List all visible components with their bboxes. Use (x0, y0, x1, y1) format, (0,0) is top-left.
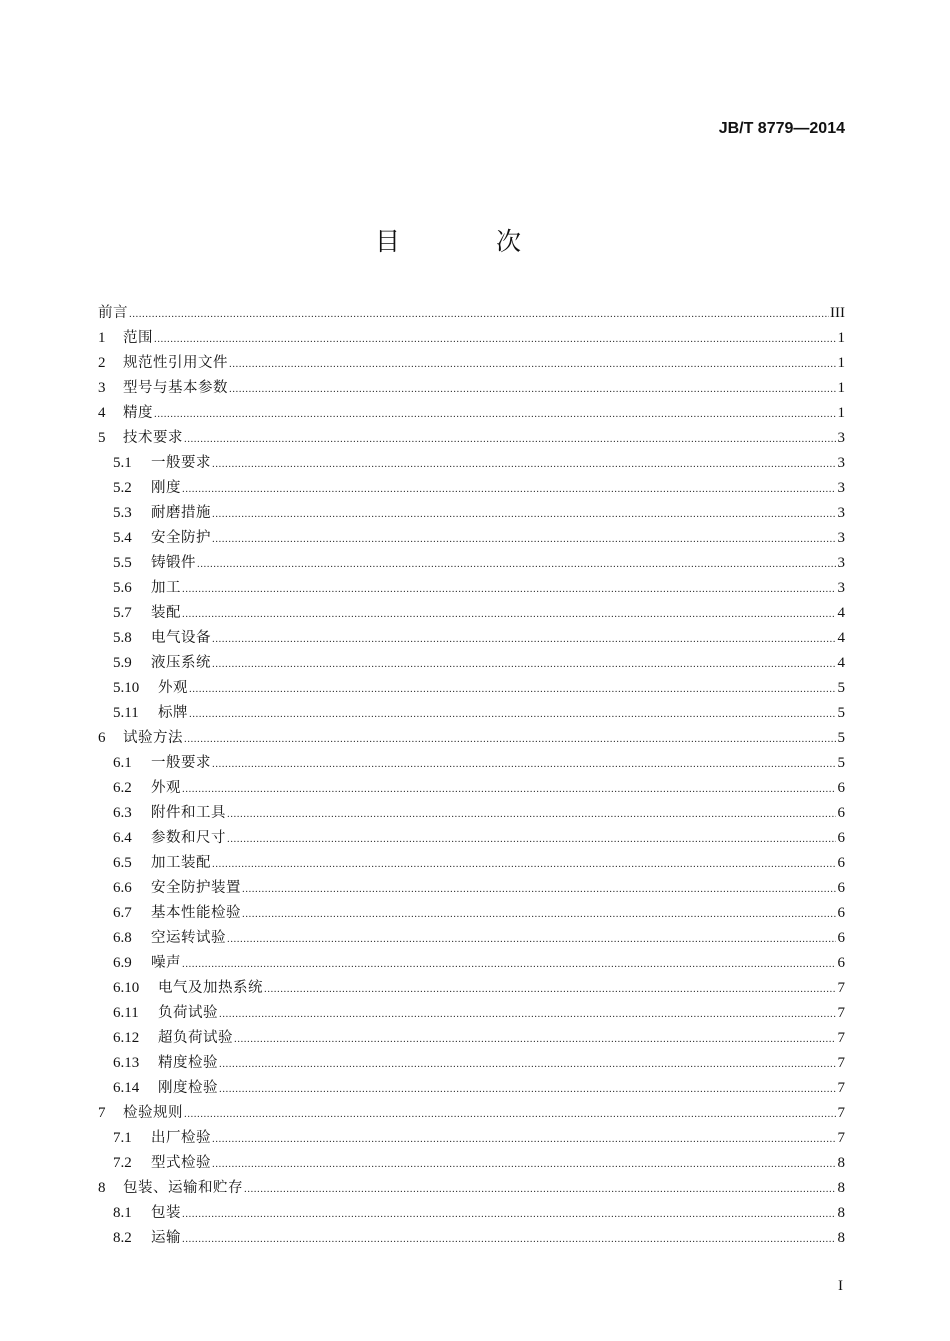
toc-entry[interactable] (98, 1028, 845, 1053)
dot-leader (244, 1179, 836, 1199)
toc-entry-number: 5.6 (113, 580, 132, 596)
toc-entry-number: 3 (98, 380, 106, 396)
toc-entry-label: 前言 (98, 305, 128, 321)
toc-entry-number: 7.2 (113, 1155, 132, 1171)
toc-entry-label: 外观 (158, 680, 188, 696)
toc-entry-label: 包装、运输和贮存 (123, 1180, 243, 1196)
toc-entry[interactable] (98, 478, 845, 503)
toc-entry-page: 7 (837, 1055, 845, 1071)
toc-entry-label: 外观 (151, 780, 181, 796)
toc-entry-number: 6.14 (113, 1080, 140, 1096)
toc-entry-number: 6.7 (113, 905, 132, 921)
toc-entry-page: 3 (837, 580, 845, 596)
toc-entry-label: 液压系统 (151, 655, 211, 671)
toc-entry[interactable] (98, 1003, 845, 1028)
toc-entry[interactable] (98, 403, 845, 428)
toc-entry-page: 6 (837, 905, 845, 921)
toc-entry[interactable] (98, 503, 845, 528)
toc-entry-label: 安全防护 (151, 530, 211, 546)
toc-entry-number: 6.10 (113, 980, 140, 996)
toc-entry-number: 5.2 (113, 480, 132, 496)
toc-entry-page: 6 (837, 955, 845, 971)
toc-entry-page: 5 (837, 730, 845, 746)
toc-entry-number: 7.1 (113, 1130, 132, 1146)
toc-entry[interactable] (98, 528, 845, 553)
toc-entry[interactable] (98, 453, 845, 478)
toc-entry[interactable] (98, 328, 845, 353)
page-number: I (838, 1278, 843, 1294)
toc-entry-number: 6.6 (113, 880, 132, 896)
toc-entry-page: 4 (837, 630, 845, 646)
toc-entry-label: 包装 (151, 1205, 181, 1221)
toc-entry-number: 5.9 (113, 655, 132, 671)
toc-entry[interactable] (98, 628, 845, 653)
dot-leader (212, 629, 836, 649)
toc-entry-label: 一般要求 (151, 755, 211, 771)
toc-entry-label: 规范性引用文件 (123, 355, 228, 371)
toc-entry-label: 空运转试验 (151, 930, 226, 946)
toc-entry[interactable] (98, 1103, 845, 1128)
toc-entry-page: 4 (837, 605, 845, 621)
toc-entry-label: 刚度检验 (158, 1080, 218, 1096)
toc-entry-page: III (830, 305, 845, 321)
toc-entry[interactable] (98, 703, 845, 728)
dot-leader (212, 454, 836, 474)
toc-entry-number: 5 (98, 430, 106, 446)
toc-entry-page: 7 (837, 1005, 845, 1021)
toc-entry[interactable] (98, 653, 845, 678)
toc-entry[interactable] (98, 553, 845, 578)
dot-leader (212, 504, 836, 524)
dot-leader (219, 1004, 836, 1024)
toc-entry-label: 范围 (123, 330, 153, 346)
toc-entry-number: 6.9 (113, 955, 132, 971)
toc-entry-page: 3 (837, 455, 845, 471)
toc-entry-number: 6.5 (113, 855, 132, 871)
toc-entry[interactable] (98, 1178, 845, 1203)
toc-entry-page: 6 (837, 830, 845, 846)
toc-entry-page: 1 (837, 380, 845, 396)
toc-entry-page: 3 (837, 480, 845, 496)
toc-entry-page: 8 (837, 1230, 845, 1246)
toc-entry-number: 8 (98, 1180, 106, 1196)
toc-entry-page: 1 (837, 330, 845, 346)
toc-entry[interactable] (98, 1128, 845, 1153)
dot-leader (264, 979, 836, 999)
toc-entry-page: 1 (837, 355, 845, 371)
toc-entry-number: 6.13 (113, 1055, 140, 1071)
toc-entry[interactable] (98, 303, 845, 328)
toc-entry-number: 4 (98, 405, 106, 421)
toc-entry-page: 7 (837, 1080, 845, 1096)
toc-entry-page: 5 (837, 755, 845, 771)
dot-leader (219, 1054, 836, 1074)
toc-entry[interactable] (98, 1203, 845, 1228)
toc-entry[interactable] (98, 753, 845, 778)
dot-leader (212, 1129, 836, 1149)
toc-entry-page: 3 (837, 530, 845, 546)
toc-entry-label: 检验规则 (123, 1105, 183, 1121)
toc-entry-number: 6.2 (113, 780, 132, 796)
dot-leader (189, 704, 836, 724)
toc-entry[interactable] (98, 1153, 845, 1178)
toc-entry-page: 7 (837, 980, 845, 996)
toc-entry-label: 电气设备 (151, 630, 211, 646)
dot-leader (184, 429, 836, 449)
toc-entry-label: 标牌 (158, 705, 188, 721)
toc-entry-page: 7 (837, 1130, 845, 1146)
toc-entry-page: 8 (837, 1205, 845, 1221)
toc-entry-number: 6 (98, 730, 106, 746)
toc-entry[interactable] (98, 978, 845, 1003)
toc-entry-label: 试验方法 (123, 730, 183, 746)
dot-leader (182, 579, 836, 599)
dot-leader (182, 954, 836, 974)
dot-leader (234, 1029, 836, 1049)
toc-entry-number: 5.10 (113, 680, 140, 696)
dot-leader (189, 679, 836, 699)
toc-entry-number: 5.4 (113, 530, 132, 546)
dot-leader (212, 1154, 836, 1174)
dot-leader (182, 604, 836, 624)
toc-entry-page: 7 (837, 1030, 845, 1046)
dot-leader (197, 554, 836, 574)
toc-entry-label: 负荷试验 (158, 1005, 218, 1021)
toc-entry-page: 3 (837, 430, 845, 446)
toc-entry[interactable] (98, 1078, 845, 1103)
toc-entry[interactable] (98, 353, 845, 378)
standard-number: JB/T 8779—2014 (718, 120, 845, 137)
dot-leader (184, 1104, 836, 1124)
toc-entry-label: 超负荷试验 (158, 1030, 233, 1046)
toc-entry-label: 刚度 (151, 480, 181, 496)
toc-entry-number: 5.5 (113, 555, 132, 571)
toc-entry-page: 6 (837, 780, 845, 796)
toc-entry-number: 7 (98, 1105, 106, 1121)
toc-entry[interactable] (98, 378, 845, 403)
toc-entry[interactable] (98, 928, 845, 953)
toc-entry[interactable] (98, 1053, 845, 1078)
page-title: 目 次 (375, 227, 565, 256)
toc-entry-label: 加工 (151, 580, 181, 596)
toc-entry-label: 型号与基本参数 (123, 380, 228, 396)
toc-entry-number: 5.11 (113, 705, 139, 721)
toc-entry[interactable] (98, 803, 845, 828)
dot-leader (212, 654, 836, 674)
toc-entry-label: 装配 (151, 605, 181, 621)
toc-entry[interactable] (98, 878, 845, 903)
dot-leader (129, 304, 829, 324)
dot-leader (182, 779, 836, 799)
toc-entry-number: 6.8 (113, 930, 132, 946)
toc-entry-number: 6.4 (113, 830, 132, 846)
toc-entry-number: 8.1 (113, 1205, 132, 1221)
toc-entry-page: 4 (837, 655, 845, 671)
toc-entry-number: 8.2 (113, 1230, 132, 1246)
toc-entry-label: 出厂检验 (151, 1130, 211, 1146)
toc-entry-label: 精度 (123, 405, 153, 421)
toc-entry-page: 3 (837, 555, 845, 571)
toc-entry-page: 6 (837, 930, 845, 946)
toc-entry-page: 5 (837, 680, 845, 696)
dot-leader (154, 329, 836, 349)
toc-entry[interactable] (98, 1228, 845, 1253)
toc-entry-page: 1 (837, 405, 845, 421)
toc-entry-number: 5.3 (113, 505, 132, 521)
toc-entry-label: 运输 (151, 1230, 181, 1246)
toc-entry-label: 基本性能检验 (151, 905, 241, 921)
toc-entry-page: 6 (837, 880, 845, 896)
dot-leader (154, 404, 836, 424)
toc-entry-label: 加工装配 (151, 855, 211, 871)
dot-leader (182, 1204, 836, 1224)
toc-entry[interactable] (98, 728, 845, 753)
dot-leader (219, 1079, 836, 1099)
dot-leader (229, 354, 836, 374)
dot-leader (184, 729, 836, 749)
toc-entry-label: 技术要求 (123, 430, 183, 446)
dot-leader (212, 854, 836, 874)
toc-entry-page: 3 (837, 505, 845, 521)
dot-leader (212, 529, 836, 549)
toc-entry-page: 6 (837, 855, 845, 871)
toc-entry-number: 2 (98, 355, 106, 371)
dot-leader (182, 1229, 836, 1249)
toc-entry-number: 6.1 (113, 755, 132, 771)
toc-entry[interactable] (98, 778, 845, 803)
table-of-contents (98, 303, 845, 1253)
toc-entry-label: 精度检验 (158, 1055, 218, 1071)
dot-leader (182, 479, 836, 499)
toc-entry-page: 5 (837, 705, 845, 721)
toc-entry[interactable] (98, 853, 845, 878)
dot-leader (227, 804, 836, 824)
toc-entry-label: 参数和尺寸 (151, 830, 226, 846)
toc-entry-number: 1 (98, 330, 106, 346)
toc-entry-label: 一般要求 (151, 455, 211, 471)
toc-entry-label: 铸锻件 (151, 555, 196, 571)
toc-entry-number: 6.3 (113, 805, 132, 821)
toc-entry-number: 5.8 (113, 630, 132, 646)
toc-entry-number: 6.11 (113, 1005, 139, 1021)
toc-entry-page: 7 (837, 1105, 845, 1121)
dot-leader (212, 754, 836, 774)
toc-entry-number: 5.1 (113, 455, 132, 471)
toc-entry-label: 型式检验 (151, 1155, 211, 1171)
dot-leader (242, 904, 836, 924)
toc-entry-label: 安全防护装置 (151, 880, 241, 896)
toc-entry[interactable] (98, 828, 845, 853)
toc-entry-page: 8 (837, 1155, 845, 1171)
toc-entry-label: 耐磨措施 (151, 505, 211, 521)
toc-entry-label: 附件和工具 (151, 805, 226, 821)
toc-entry-page: 6 (837, 805, 845, 821)
toc-entry[interactable] (98, 953, 845, 978)
toc-entry[interactable] (98, 678, 845, 703)
dot-leader (227, 829, 836, 849)
dot-leader (227, 929, 836, 949)
toc-entry-page: 8 (837, 1180, 845, 1196)
dot-leader (229, 379, 836, 399)
toc-entry[interactable] (98, 578, 845, 603)
toc-entry-number: 5.7 (113, 605, 132, 621)
toc-entry-label: 电气及加热系统 (158, 980, 263, 996)
toc-entry-label: 噪声 (151, 955, 181, 971)
toc-entry[interactable] (98, 603, 845, 628)
dot-leader (242, 879, 836, 899)
toc-entry[interactable] (98, 903, 845, 928)
toc-entry[interactable] (98, 428, 845, 453)
toc-entry-number: 6.12 (113, 1030, 140, 1046)
